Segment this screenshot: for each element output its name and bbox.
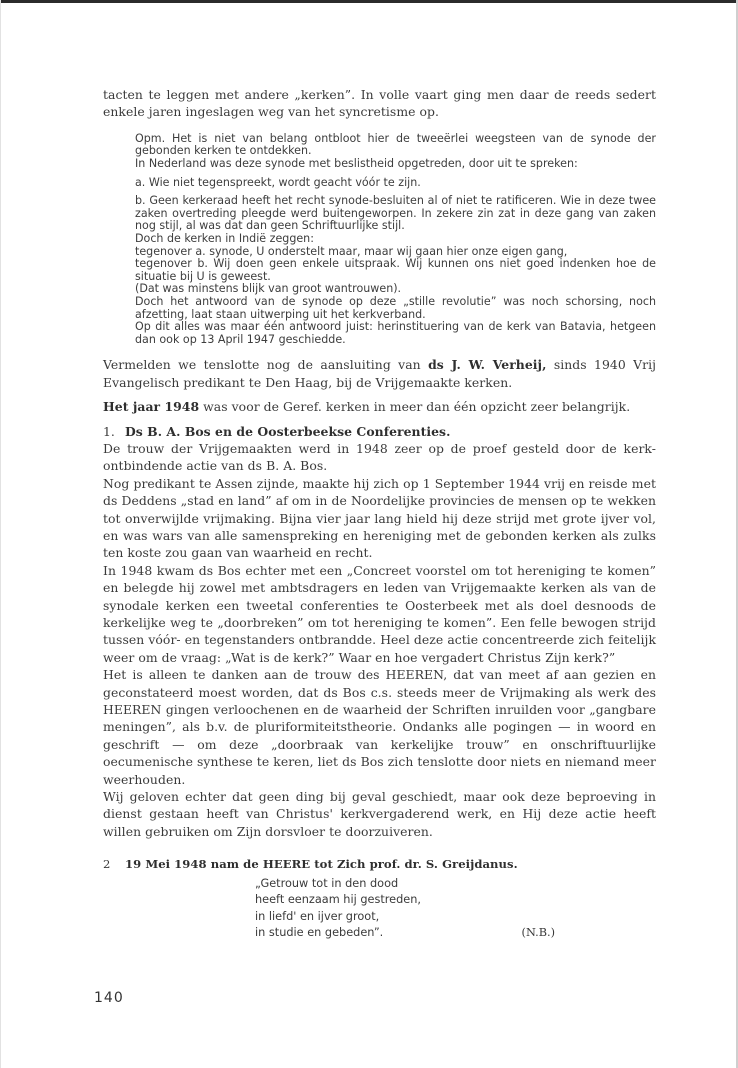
year-heading: Het jaar 1948 xyxy=(103,399,200,415)
page-left-edge xyxy=(0,0,1,1068)
poem-attribution: (N.B.) xyxy=(521,926,555,940)
section-1-heading xyxy=(103,423,656,440)
poem-line: heeft eenzaam hij gestreden, xyxy=(255,893,421,907)
opm-paragraph: Doch de kerken in Indië zeggen: xyxy=(135,231,314,245)
mention-text: Vermelden we tenslotte nog de aansluiting van xyxy=(103,357,429,373)
opm-point-a: a. Wie niet tegenspreekt, wordt geacht vóór te zijn. xyxy=(135,175,421,189)
opm-paragraph: In Nederland was deze synode met beslistheid opgetreden, door uit te spreken: xyxy=(135,157,578,170)
section-number: 1. xyxy=(103,423,115,439)
section-1-paragraph: De trouw der Vrijgemaakten werd in 1948 zeer op de proef gesteld door de kerk-ontbindende actie van ds B. A. Bos. xyxy=(103,440,656,474)
page-number: 140 xyxy=(94,990,124,1006)
poem-line: in liefd' en ijver groot, xyxy=(255,909,380,923)
opm-paragraph: Opm. Het is niet van belang ontbloot hier de tweeërlei weegsteen van de synode der gebonden kerken te ontdekken. xyxy=(135,131,656,158)
section-1-paragraph: In 1948 kwam ds Bos echter met een „Concreet voorstel om tot hereniging te komen” en belegde hij zowel met ambtsdragers en leden van Vrijgemaakte kerken als van de synodale kerken een tweetal conferenties te Oosterbeek met als doel desnoods de kerkelijke weg te „doorbreken” om tot hereniging te komen”. Een felle bewogen strijd tussen vóór- en tegenstanders ontbrandde. Heel deze actie concentreerde zich feitelijk weer om de vraag: „Wat is de kerk?” Waar en hoe vergadert Christus Zijn kerk?” xyxy=(103,562,656,665)
section-title: 19 Mei 1948 nam de HEERE tot Zich prof. dr. S. Greijdanus. xyxy=(125,857,518,872)
opm-paragraph: tegenover b. Wij doen geen enkele uitspraak. Wij kunnen ons niet goed indenken hoe de situatie bij U is geweest. xyxy=(135,257,656,283)
mention-text: sinds 1940 Vrij Evangelisch predikant te Den Haag, bij de Vrijgemaakte kerken. xyxy=(103,357,657,390)
year-1948-paragraph xyxy=(103,398,656,415)
section-1-paragraph: Wij geloven echter dat geen ding bij geval geschiedt, maar ook deze beproeving in dienst gestaan heeft van Christus' kerkvergaderend werk, en Hij deze actie heeft willen gebruiken om Zijn dorsvloer te doorzuiveren. xyxy=(103,789,656,839)
opm-paragraph: Op dit alles was maar één antwoord juist: herinstituering van de kerk van Batavia, hetgeen dan ook op 13 April 1947 geschiedde. xyxy=(135,320,656,346)
mention-name: ds J. W. Verheij, xyxy=(428,357,547,373)
verheij-paragraph xyxy=(103,356,656,391)
opm-paragraph: Doch het antwoord van de synode op deze „stille revolutie” was noch schorsing, noch afzetting, laat staan uitwerping uit het kerkverband. xyxy=(135,294,656,321)
opm-paragraph: tegenover a. synode, U onderstelt maar, maar wij gaan hier onze eigen gang, xyxy=(135,244,568,258)
section-1-paragraph: Nog predikant te Assen zijnde, maakte hij zich op 1 September 1944 vrij en reisde met ds Deddens „stad en land” af om in de Noordelijke provincies de mensen op te wekken tot onverwijlde vrijmaking. Bijna vier jaar lang hield hij deze strijd met grote ijver vol, en was wars van alle samenspreking en hereniging met de gebonden kerken als zulks ten koste zou gaan van waarheid en recht. xyxy=(103,475,656,561)
page-top-edge xyxy=(0,0,738,3)
opmerking-block xyxy=(135,133,656,347)
opm-point-b: b. Geen kerkeraad heeft het recht synode-besluiten al of niet te ratificeren. Wie in deze twee zaken overtreding pleegde werd buitengeworpen. In zekere zin zat in deze gang van zaken nog stijl, al was dat dan geen Schriftuurlijke stijl. xyxy=(135,194,656,233)
opm-paragraph: (Dat was minstens blijk van groot wantrouwen). xyxy=(135,282,402,296)
section-1-paragraph: Het is alleen te danken aan de trouw des HEEREN, dat van meet af aan gezien en geconstateerd moest worden, dat ds Bos c.s. steeds meer de Vrijmaking als werk des HEEREN gingen verloochenen en de waarheid der Schriften inruilden voor „gangbare meningen”, als b.v. de pluriformiteitstheorie. Ondanks alle pogingen — in woord en geschrift — om deze „doorbraak van kerkelijke trouw” en onschriftuurlijke oecumenische synthese te keren, liet ds Bos zich tenslotte door niets en niemand meer weerhouden. xyxy=(103,667,656,787)
section-title: Ds B. A. Bos en de Oosterbeekse Conferenties. xyxy=(125,423,451,439)
year-text: was voor de Geref. kerken in meer dan één opzicht zeer belangrijk. xyxy=(199,399,631,415)
poem-line: „Getrouw tot in den dood xyxy=(255,876,399,890)
section-number: 2 xyxy=(103,857,111,872)
section-2-heading xyxy=(103,856,656,873)
poem-quote xyxy=(255,876,555,942)
poem-line: in studie en gebeden”. xyxy=(255,926,384,940)
page-content xyxy=(103,86,656,942)
intro-paragraph: tacten te leggen met andere „kerken”. In volle vaart ging men daar de reeds sedert enkele jaren ingeslagen weg van het syncretisme op. xyxy=(103,87,656,120)
